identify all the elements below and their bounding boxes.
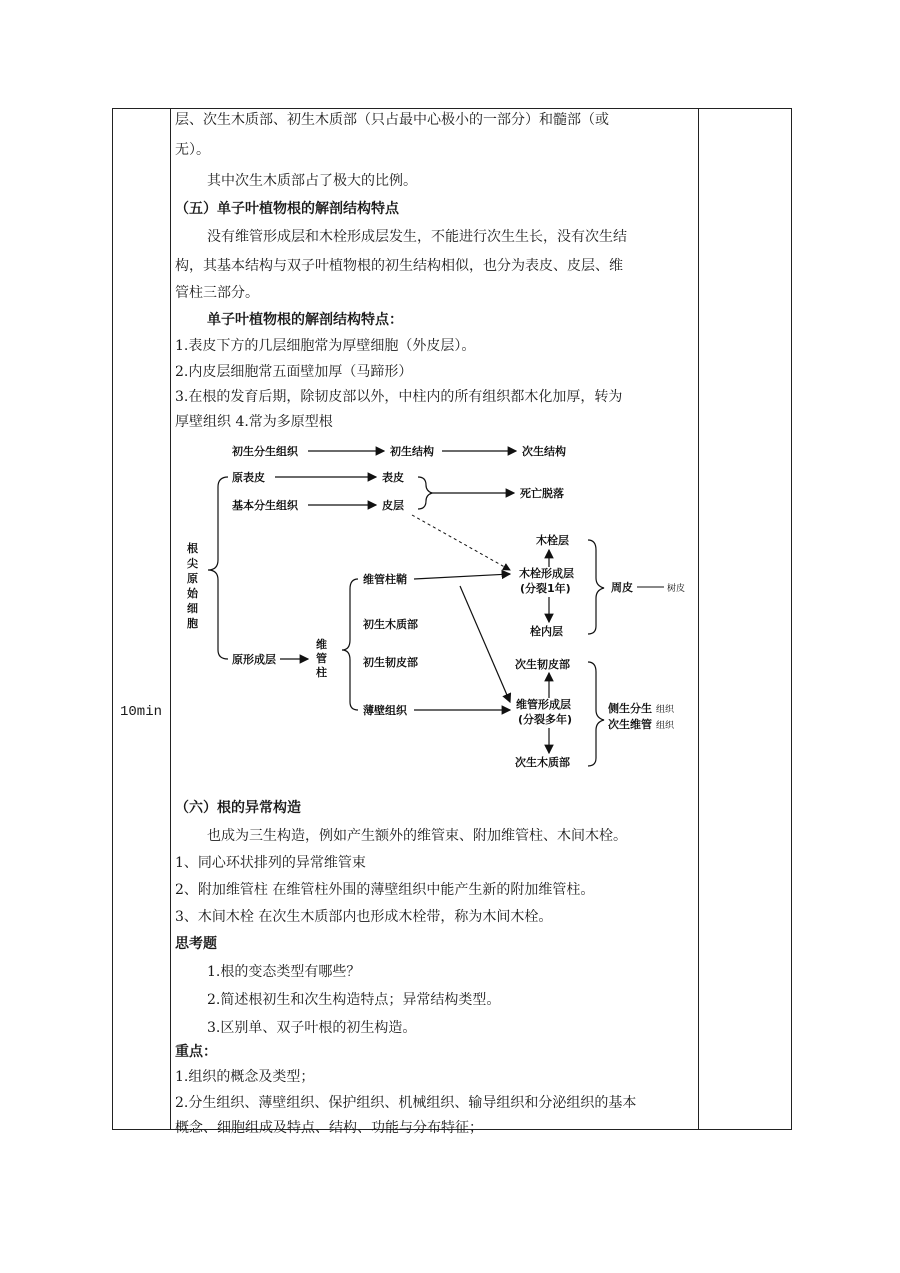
brace-lateral <box>588 662 604 766</box>
text-line: 2.分生组织、薄壁组织、保护组织、机械组织、输导组织和分泌组织的基本 <box>175 1095 637 1111</box>
node-protoderm: 原表皮 <box>232 471 265 484</box>
arrow <box>414 574 510 579</box>
node-tissue-1: 组织 <box>656 705 675 715</box>
time-cell: 10min <box>119 704 162 720</box>
node-primary-meristem: 初生分生组织 <box>232 445 298 458</box>
root-development-diagram <box>180 440 686 775</box>
node-epidermis: 表皮 <box>382 471 404 484</box>
brace-left <box>208 477 228 659</box>
section-heading: 重点： <box>175 1044 217 1060</box>
node-primary-structure: 初生结构 <box>390 445 434 458</box>
node-phellogen: 木栓形成层 <box>519 567 574 580</box>
table-divider-1 <box>170 108 171 1130</box>
node-lateral-meristem: 侧生分生 <box>608 702 652 715</box>
table-border-left <box>112 108 113 1130</box>
node-secondary-vascular: 次生维管 <box>608 718 652 731</box>
text-line: 厚壁组织 4.常为多原型根 <box>175 414 333 430</box>
node-root-tip-char: 尖 <box>187 557 198 570</box>
node-root-tip-char: 细 <box>187 602 198 615</box>
text-line: 也成为三生构造，例如产生额外的维管束、附加维管柱、木间木栓。 <box>207 828 627 844</box>
brace-epidermis <box>418 477 432 509</box>
diagram-svg <box>180 440 686 775</box>
question-item: 2.简述根初生和次生构造特点；异常结构类型。 <box>207 992 501 1008</box>
text-line: 2、附加维管柱 在维管柱外围的薄壁组织中能产生新的附加维管柱。 <box>175 882 595 898</box>
brace-periderm <box>588 540 604 634</box>
node-primary-phloem: 初生韧皮部 <box>363 656 418 669</box>
brace-stele <box>342 579 358 710</box>
node-cambium: 维管形成层 <box>516 698 571 711</box>
node-pericycle: 维管柱鞘 <box>363 573 407 586</box>
question-item: 3.区别单、双子叶根的初生构造。 <box>207 1020 417 1036</box>
text-line: 管柱三部分。 <box>175 285 259 301</box>
text-line: 构，其基本结构与双子叶植物根的初生结构相似，也分为表皮、皮层、维 <box>175 258 623 274</box>
section-heading: 思考题 <box>175 936 217 952</box>
node-cortex: 皮层 <box>382 499 404 512</box>
node-stele-char-2: 管 <box>316 652 327 665</box>
node-bark: 树皮 <box>667 584 686 594</box>
text-line: 3.在根的发育后期，除韧皮部以外，中柱内的所有组织都木化加厚，转为 <box>175 389 623 405</box>
arrow <box>460 586 510 702</box>
text-line: 无）。 <box>175 142 210 158</box>
text-line: 3、木间木栓 在次生木质部内也形成木栓带，称为木间木栓。 <box>175 909 553 925</box>
text-line: 2.内皮层细胞常五面壁加厚（马蹄形） <box>175 364 413 380</box>
node-secondary-phloem: 次生韧皮部 <box>515 658 570 671</box>
dashed-arrow <box>412 515 510 570</box>
node-death: 死亡脱落 <box>520 487 564 500</box>
node-parenchyma: 薄壁组织 <box>363 704 407 717</box>
text-line: 其中次生木质部占了极大的比例。 <box>207 173 417 189</box>
node-secondary-structure: 次生结构 <box>522 445 566 458</box>
node-ground-meristem: 基本分生组织 <box>232 499 298 512</box>
section-heading: （五）单子叶植物根的解剖结构特点 <box>175 201 399 217</box>
table-border-right <box>791 108 792 1130</box>
text-line: 1、同心环状排列的异常维管束 <box>175 855 366 871</box>
section-heading: （六）根的异常构造 <box>175 800 301 816</box>
node-tissue-2: 组织 <box>656 721 675 731</box>
question-item: 1.根的变态类型有哪些？ <box>207 964 361 980</box>
node-periderm: 周皮 <box>611 581 633 594</box>
node-root-tip-char: 始 <box>187 587 198 600</box>
subheading: 单子叶植物根的解剖结构特点： <box>207 312 403 328</box>
table-border-top <box>112 108 792 109</box>
node-root-tip-char: 原 <box>187 572 198 585</box>
node-root-tip-char: 根 <box>187 542 198 555</box>
text-line: 层、次生木质部、初生木质部（只占最中心极小的一部分）和髓部（或 <box>175 112 609 128</box>
node-root-tip-char: 胞 <box>187 617 198 630</box>
node-phellem: 木栓层 <box>536 534 569 547</box>
text-line: 1.组织的概念及类型； <box>175 1069 315 1085</box>
node-primary-xylem: 初生木质部 <box>363 618 418 631</box>
node-stele-char-1: 维 <box>316 638 327 651</box>
text-line: 概念、细胞组成及特点、结构、功能与分布特征； <box>175 1120 483 1136</box>
node-procambium: 原形成层 <box>232 653 276 666</box>
node-phellogen-note: (分裂1年) <box>520 582 571 595</box>
node-stele-char-3: 柱 <box>316 666 327 679</box>
text-line: 1.表皮下方的几层细胞常为厚壁细胞（外皮层）。 <box>175 338 476 354</box>
text-line: 没有维管形成层和木栓形成层发生，不能进行次生生长，没有次生结 <box>207 229 627 245</box>
node-cambium-note: (分裂多年) <box>518 713 573 726</box>
node-phelloderm: 栓内层 <box>530 625 563 638</box>
table-divider-2 <box>698 108 699 1130</box>
node-secondary-xylem: 次生木质部 <box>515 756 570 769</box>
